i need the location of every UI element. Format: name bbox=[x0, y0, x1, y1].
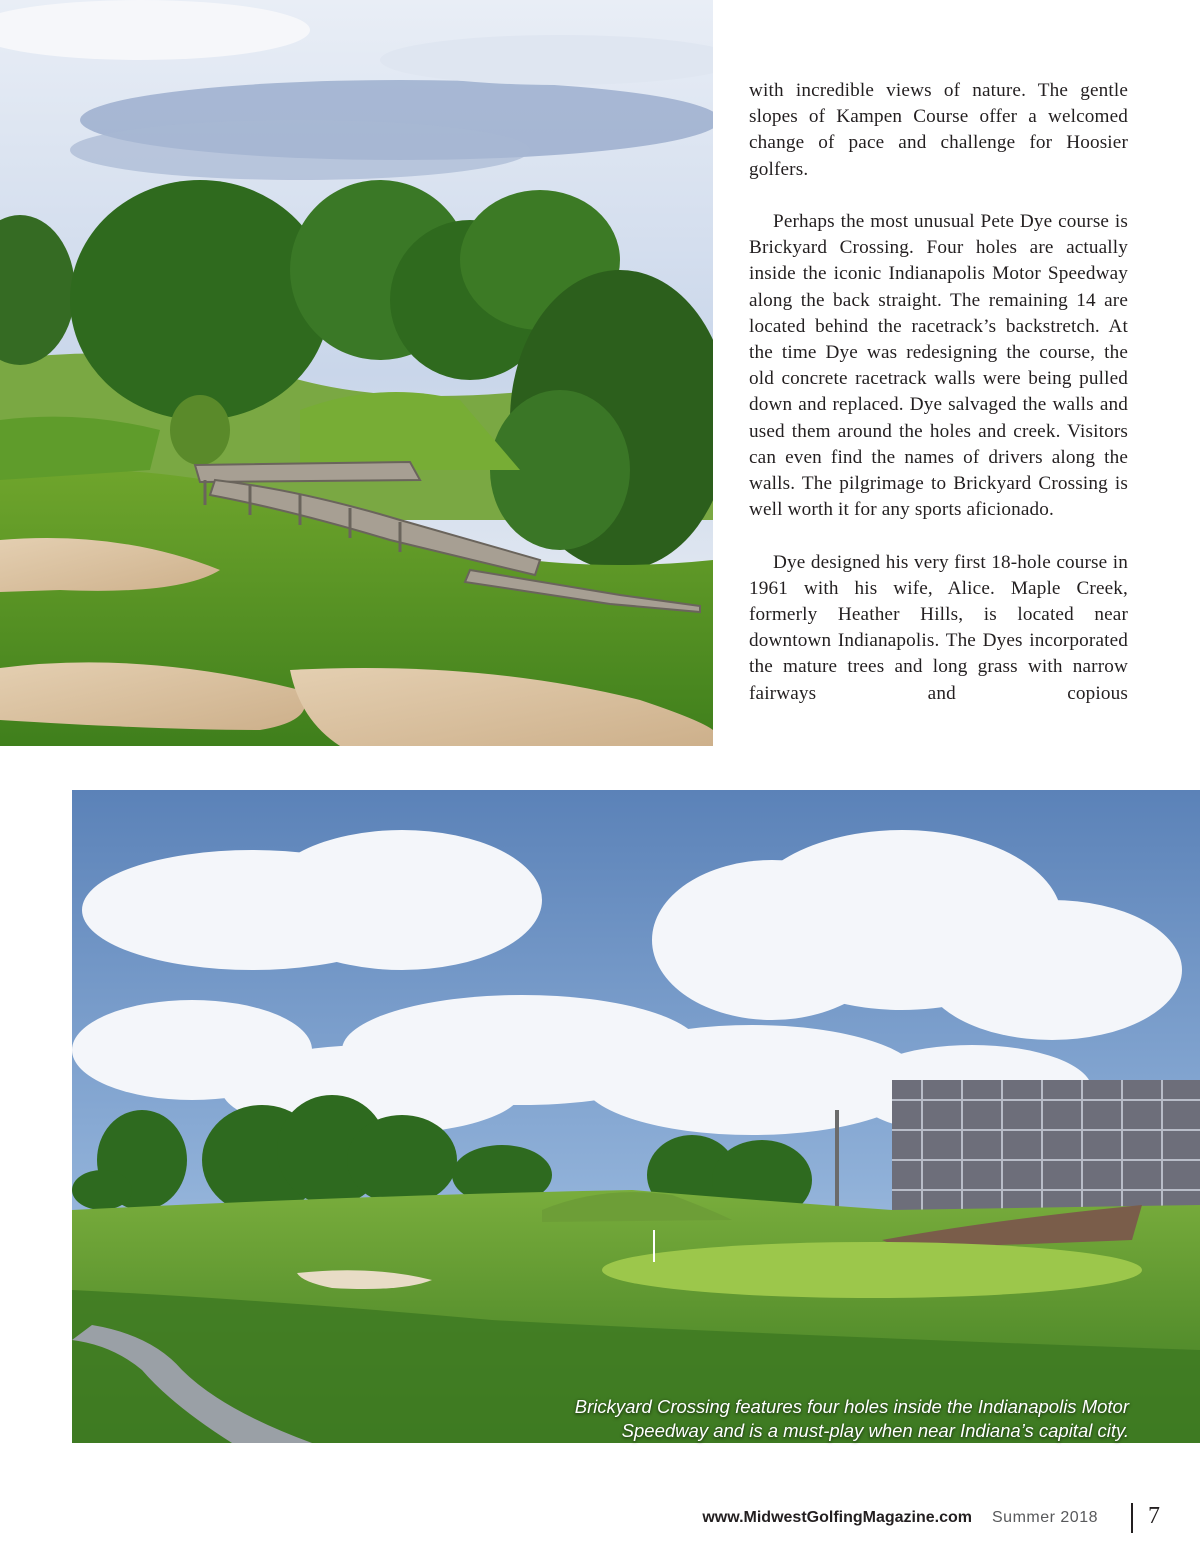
photo-caption-line: Speedway and is a must-play when near Indiana’s capital city. bbox=[621, 1420, 1129, 1441]
article-paragraph: Perhaps the most unusual Pete Dye course is Brickyard Crossing. Four holes are actually inside the iconic Indianapolis Motor Speedway along the back straight. The remaining 14 are located behind the racetrack’s backstretch. At the time Dye was redesigning the course, the old concrete racetrack walls were being pulled down and replaced. Dye salvaged the walls and used them around the holes and creek. Visitors can even find the names of drivers along the walls. The pilgrimage to Brickyard Crossing is well worth it for any sports aficionado. bbox=[749, 211, 1128, 521]
article-paragraph: with incredible views of nature. The gentle slopes of Kampen Course offer a welcomed change of pace and challenge for Hoosier golfers. bbox=[749, 80, 1128, 180]
page-number: 7 bbox=[1148, 1503, 1160, 1529]
photo-caption-line: Brickyard Crossing features four holes inside the Indianapolis Motor bbox=[574, 1396, 1129, 1417]
golf-course-bridge-photo bbox=[0, 0, 713, 746]
article-paragraph: Dye designed his very first 18-hole course in 1961 with his wife, Alice. Maple Creek, formerly Heather Hills, is located near downtown Indianapolis. The Dyes incorporated the mature trees and long grass with narrow fairways and copious bbox=[749, 551, 1128, 704]
brickyard-crossing-photo bbox=[72, 790, 1200, 1443]
magazine-website: www.MidwestGolfingMagazine.com bbox=[702, 1509, 972, 1526]
issue-date: Summer 2018 bbox=[992, 1509, 1098, 1526]
page-footer bbox=[600, 1503, 1160, 1539]
footer-divider bbox=[1131, 1503, 1133, 1533]
photo-caption bbox=[489, 1395, 1129, 1443]
article-body bbox=[749, 78, 1128, 707]
